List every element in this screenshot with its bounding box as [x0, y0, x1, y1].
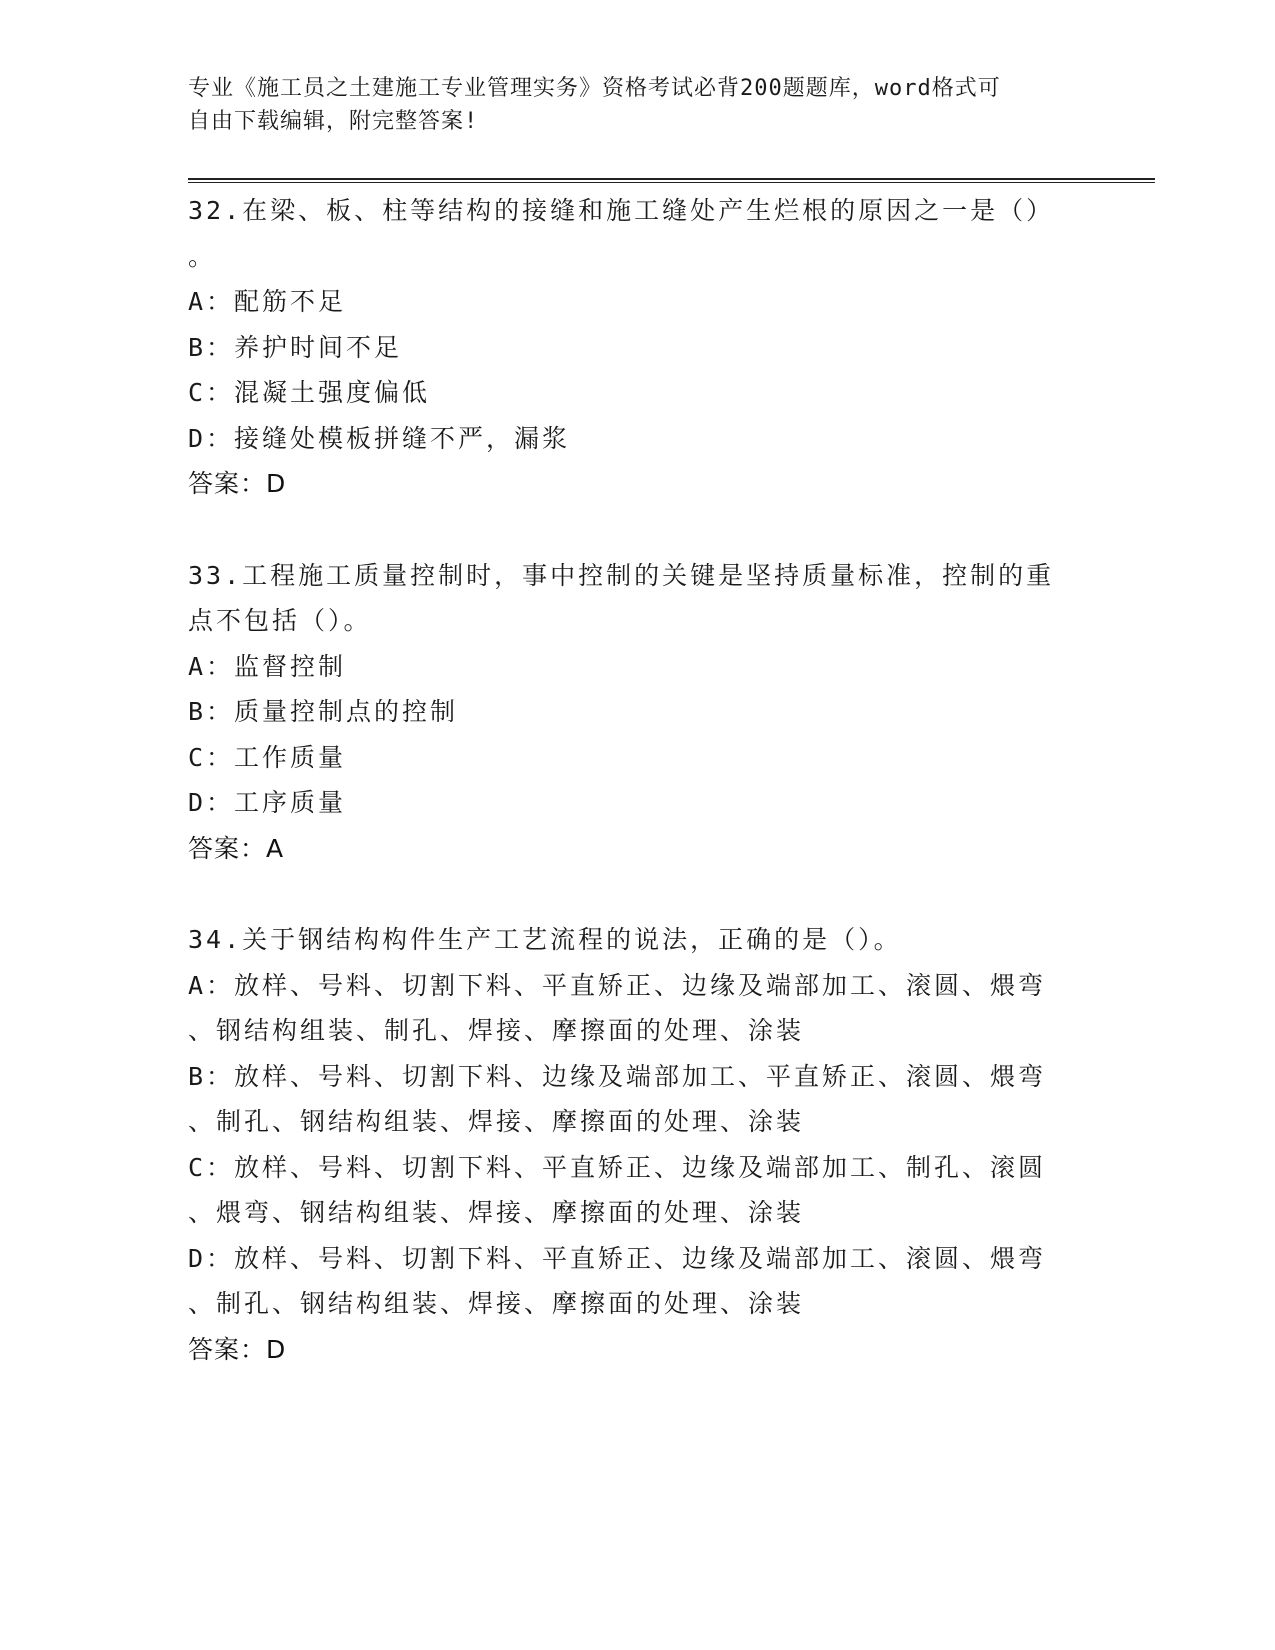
- option-c: C：放样、号料、切割下料、平直矫正、边缘及端部加工、制孔、滚圆: [188, 1152, 1047, 1182]
- option-a: A：配筋不足: [188, 287, 347, 316]
- question-stem-line: 34.关于钢结构构件生产工艺流程的说法，正确的是（）。: [188, 925, 902, 954]
- answer-line: 答案：A: [188, 833, 285, 863]
- answer-line: 答案：D: [188, 1334, 287, 1364]
- header-divider: [188, 178, 1155, 183]
- option-b: B：放样、号料、切割下料、边缘及端部加工、平直矫正、滚圆、煨弯: [188, 1061, 1047, 1091]
- option-c-continued: 、煨弯、钢结构组装、焊接、摩擦面的处理、涂装: [188, 1198, 805, 1227]
- question-34: [188, 917, 1088, 1372]
- question-stem-line: 点不包括（）。: [188, 606, 372, 635]
- option-b-continued: 、制孔、钢结构组装、焊接、摩擦面的处理、涂装: [188, 1107, 805, 1136]
- page-header: [188, 72, 1068, 138]
- question-32: [188, 188, 1088, 507]
- option-d-continued: 、制孔、钢结构组装、焊接、摩擦面的处理、涂装: [188, 1289, 805, 1318]
- option-b: B：质量控制点的控制: [188, 697, 459, 726]
- question-stem-line: 33.工程施工质量控制时，事中控制的关键是坚持质量标准，控制的重: [188, 560, 1055, 590]
- question-list: [188, 188, 1088, 1418]
- header-line-1: 专业《施工员之土建施工专业管理实务》资格考试必背200题题库，word格式可: [188, 76, 1001, 101]
- option-d: D：接缝处模板拼缝不严，漏浆: [188, 423, 571, 453]
- option-c: C：混凝土强度偏低: [188, 378, 431, 407]
- answer-line: 答案：D: [188, 469, 287, 498]
- option-a: A：放样、号料、切割下料、平直矫正、边缘及端部加工、滚圆、煨弯: [188, 970, 1047, 1000]
- header-line-2: 自由下载编辑，附完整答案!: [188, 109, 479, 134]
- question-stem-line: 32.在梁、板、柱等结构的接缝和施工缝处产生烂根的原因之一是（）: [188, 196, 1055, 225]
- question-33: [188, 553, 1088, 872]
- option-d: D：工序质量: [188, 788, 347, 817]
- option-a: A：监督控制: [188, 651, 347, 681]
- option-a-continued: 、钢结构组装、制孔、焊接、摩擦面的处理、涂装: [188, 1016, 805, 1045]
- question-stem-line: 。: [188, 241, 217, 271]
- option-d: D：放样、号料、切割下料、平直矫正、边缘及端部加工、滚圆、煨弯: [188, 1243, 1047, 1273]
- option-b: B：养护时间不足: [188, 332, 403, 362]
- option-c: C：工作质量: [188, 742, 347, 772]
